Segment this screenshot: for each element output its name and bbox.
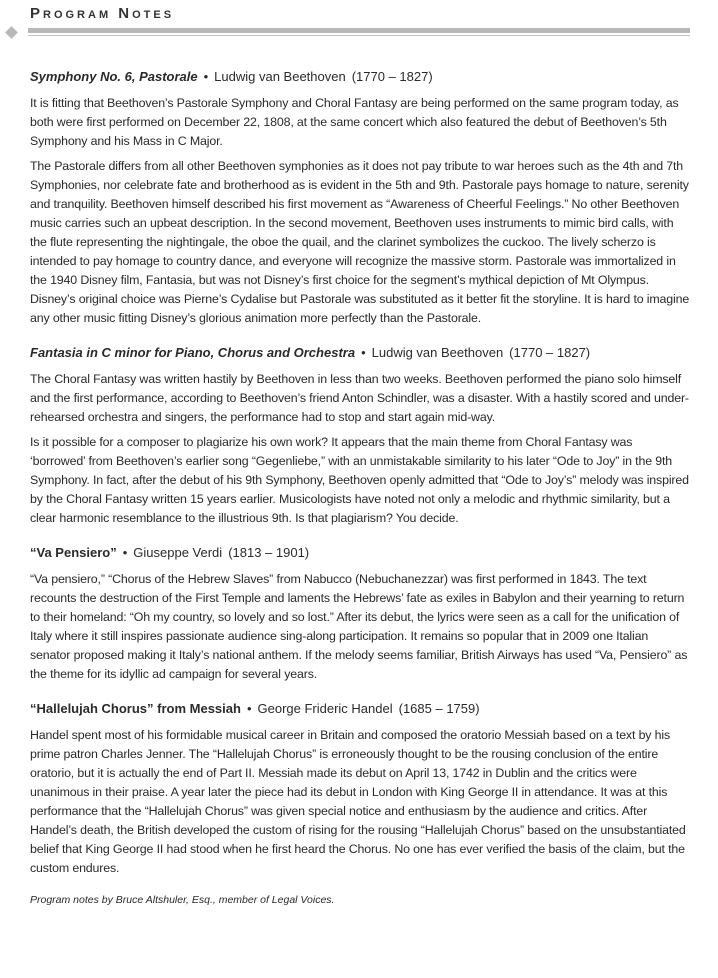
composer-name: Ludwig van Beethoven: [214, 69, 346, 84]
piece-pastorale: [30, 68, 690, 328]
page-title: Program Notes: [30, 5, 175, 22]
program-notes-credit: Program notes by Bruce Altshuler, Esq., member of Legal Voices.: [30, 894, 335, 906]
composer-dates: (1770 – 1827): [351, 69, 433, 84]
piece-heading: [30, 544, 690, 562]
paragraph: Handel spent most of his formidable musical career in Britain and composed the oratorio Messiah based on a text by his prime patron Charles Jenner. The “Hallelujah Chorus” is erroneously thought to be the rousing conclusion of the entire oratorio, but it is actually the end of Part II. Messiah made its debut on April 13, 1742 in Dublin and the critics were unanimous in their praise. A year later the piece had its debut in London with King George II in attendance. It was at this performance that the “Hallelujah Chorus” was given special notice and enthusiasm by the audience and critics. After Handel’s death, the British developed the custom of rising for the rousing “Hallelujah Chorus” based on the unsubstantiated belief that King George II had stood when he first heard the Chorus. No one has ever verified the basis of the claim, but the custom endures.: [30, 728, 686, 875]
diamond-ornament-icon: [5, 26, 18, 39]
header-rule: [28, 28, 690, 33]
piece-title: Symphony No. 6, Pastorale: [30, 69, 198, 84]
header-rule-thin: [28, 35, 690, 36]
piece-title: “Hallelujah Chorus” from Messiah: [30, 701, 241, 716]
bullet-separator: •: [203, 69, 209, 84]
paragraph: It is fitting that Beethoven’s Pastorale Symphony and Choral Fantasy are being performed on the same program today, as both were first performed on December 22, 1808, at the same concert which also featured the debut of Beethoven’s 5th Symphony and his Mass in C Major.: [30, 96, 679, 148]
composer-dates: (1770 – 1827): [509, 345, 591, 360]
bullet-separator: •: [361, 345, 366, 360]
piece-heading: [30, 344, 690, 362]
bullet-separator: •: [122, 545, 128, 560]
paragraph: “Va pensiero,” “Chorus of the Hebrew Slaves” from Nabucco (Nebuchanezzar) was first performed in 1843. The text recounts the destruction of the First Temple and laments the Hebrews’ fate as exiles in Babylon and their yearning to return to their homeland: “Oh my country, so lovely and so lost.” After its debut, the lyrics were seen as a call for the unification of Italy where it still inspires passionate audience sing-along participation. It remains so popular that in 2009 one Italian senator proposed making it Italy’s national anthem. If the melody seems familiar, British Airways has used “Va, Pensiero” as the theme for its idyllic ad campaign for several years.: [30, 572, 688, 681]
piece-choral-fantasy: [30, 344, 690, 528]
piece-heading: [30, 68, 690, 86]
piece-title: “Va Pensiero”: [30, 545, 117, 560]
composer-name: Ludwig van Beethoven: [371, 345, 504, 360]
composer-name: Giuseppe Verdi: [133, 545, 223, 560]
composer-dates: (1813 – 1901): [228, 545, 310, 560]
piece-heading: [30, 700, 690, 718]
program-notes-content: [30, 68, 690, 906]
paragraph: The Pastorale differs from all other Beethoven symphonies as it does not pay tribute to war heroes such as the 4th and 7th Symphonies, nor celebrate fate and brotherhood as is evident in the 5th and 9th. Pastorale pays homage to nature, serenity and tranquility. Beethoven himself described his first movement as “Awareness of Cheerful Feelings.” No other Beethoven music carries such an upbeat description. In the second movement, Beethoven uses instruments to mimic bird calls, with the flute representing the nightingale, the oboe the quail, and the clarinet symbolizes the cuckoo. The lively scherzo is intended to pay homage to country dance, and everyone will recognize the massive storm. Pastorale was immortalized in the 1940 Disney film, Fantasia, but was not Disney’s first choice for the segment’s mythical depiction of Mt Olympus. Disney’s original choice was Pierne’s Cydalise but Pastorale was substituted as it better fit the storyline. It is hard to imagine any other music fitting Disney’s glorious animation more perfectly than the Pastorale.: [30, 159, 690, 325]
piece-title: Fantasia in C minor for Piano, Chorus and Orchestra: [30, 345, 356, 360]
bullet-separator: •: [246, 701, 252, 716]
composer-name: George Frideric Handel: [257, 701, 393, 716]
paragraph: The Choral Fantasy was written hastily by Beethoven in less than two weeks. Beethoven performed the piano solo himself and the first performance, according to Beethoven’s friend Anton Schindler, was a disaster. With a hastily scored and under-rehearsed orchestra and singers, the performance had to stop and start again mid-way.: [30, 372, 689, 424]
piece-va-pensiero: [30, 544, 690, 684]
paragraph: Is it possible for a composer to plagiarize his own work? It appears that the main theme from Choral Fantasy was ‘borrowed’ from Beethoven’s earlier song “Gegenliebe,” with an unmistakable similarity to his later “Ode to Joy” in the 9th Symphony. In fact, after the debut of his 9th Symphony, Beethoven openly admitted that “Ode to Joy’s” melody was inspired by the Choral Fantasy written 15 years earlier. Musicologists have noted not only a melodic and rhythmic similarity, but a clear harmonic resemblance to the illustrious 9th. Is that plagiarism? You decide.: [30, 435, 689, 525]
piece-hallelujah: [30, 700, 690, 878]
composer-dates: (1685 – 1759): [398, 701, 480, 716]
